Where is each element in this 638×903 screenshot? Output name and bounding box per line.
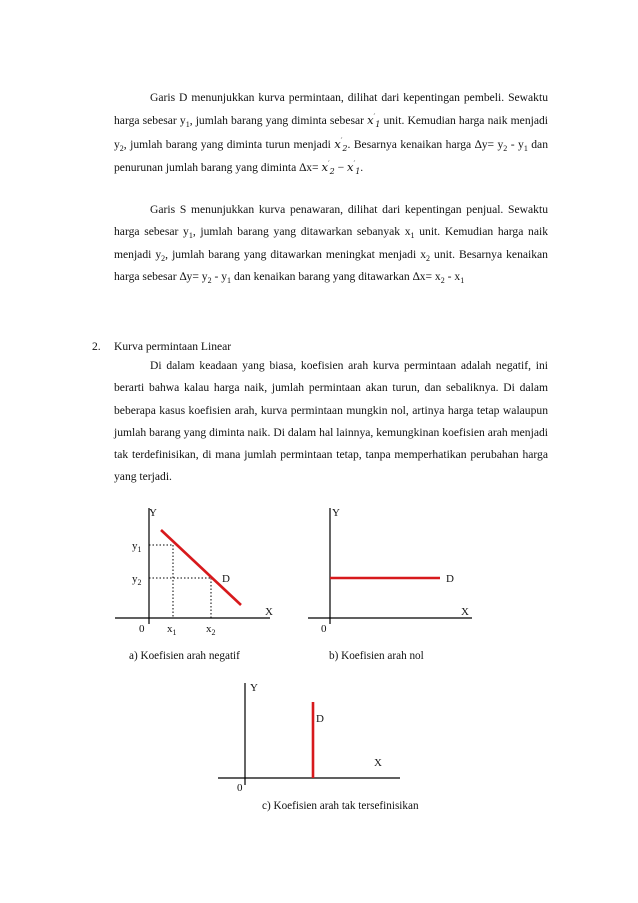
subscript: 1 (410, 231, 415, 241)
text-run: - y (507, 137, 524, 151)
subscript: 1 (523, 143, 528, 153)
subscript: 1 (227, 275, 232, 285)
subscript: 1 (185, 120, 190, 130)
origin-label: 0 (237, 782, 243, 794)
subscript: 2 (503, 143, 508, 153)
subscript: 1 (460, 275, 465, 285)
text-run: , jumlah barang yang diminta turun menjadi (123, 137, 335, 151)
text-run: dan kenaikan barang yang ditawarkan ∆x= x (231, 269, 441, 283)
math-x1-prime: $x'_1$ (347, 159, 361, 176)
x-axis-label: X (265, 606, 273, 618)
section-number: 2. (92, 340, 101, 353)
x-axis-label: X (461, 606, 469, 618)
text-run: Di dalam keadaan yang biasa, koefisien arah kurva permintaan adalah negatif, ini berarti bahwa kalau harga naik, jumlah permintaan akan turun, dan sebaliknya. Di dalam beberapa kasus koefisien arah, kurva permintaan mungkin nol, artinya harga tetap walaupun jumlah barang yang diminta naik. Di dalam hal lainnya, kemungkinan koefisien arah menjadi tak terdefinisikan, di mana jumlah permintaan tetap, tanpa memperhatikan perubahan harga yang terjadi. (114, 359, 548, 484)
text-run: , jumlah barang yang ditawarkan sebanyak x (192, 225, 411, 239)
section-title: Kurva permintaan Linear (114, 340, 232, 353)
caption-figure-b: b) Koefisien arah nol (329, 650, 424, 662)
paragraph-linear-demand (114, 355, 548, 489)
subscript: 2 (440, 275, 445, 285)
text-run: , jumlah barang yang ditawarkan meningkat menjadi x (165, 247, 427, 261)
text-run: - x (444, 269, 461, 283)
y-axis-label: Y (332, 507, 340, 519)
figure-undefined-slope (210, 675, 410, 800)
subscript: 2 (161, 253, 166, 263)
text-run: - y (211, 269, 228, 283)
paragraph-demand-explanation (114, 87, 548, 179)
text-run: Garis S menunjukkan kurva penawaran, dilihat dari kepentingan penjual. Sewaktu harga sebesar y (114, 203, 548, 239)
curve-label-d: D (222, 573, 230, 585)
math-x2-prime: $x'_2$ (334, 136, 348, 153)
caption-figure-a: a) Koefisien arah negatif (129, 650, 240, 662)
math-x1-prime: $x'_1$ (367, 113, 381, 130)
text-run: unit. Kemudian harga naik menjadi y (114, 114, 548, 151)
subscript: 2 (207, 275, 212, 285)
y-axis-label: Y (149, 507, 157, 519)
origin-label: 0 (139, 623, 145, 635)
text-run: unit. Kemudian harga naik menjadi y (114, 225, 549, 261)
figure-negative-slope (110, 500, 290, 640)
text-run: . Besarnya kenaikan harga ∆y= y (347, 137, 504, 151)
figure-b-svg (300, 500, 480, 640)
text-run: . (360, 160, 364, 174)
subscript: 1 (188, 231, 193, 241)
math-x2-prime: $x'_2$ (321, 159, 335, 176)
caption-figure-c: c) Koefisien arah tak tersefinisikan (262, 800, 419, 812)
curve-label-d: D (446, 573, 454, 585)
x2-label: $x_2$ (206, 623, 216, 637)
figure-a-svg (110, 500, 290, 640)
paragraph-supply-explanation (114, 199, 548, 288)
text-run: − (334, 160, 348, 174)
subscript: 2 (119, 143, 124, 153)
x-axis-label: X (374, 757, 382, 769)
subscript: 2 (426, 253, 431, 263)
text-run: , jumlah barang yang diminta sebesar (189, 114, 368, 128)
curve-label-d: D (316, 713, 324, 725)
origin-label: 0 (321, 623, 327, 635)
figure-zero-slope (300, 500, 480, 640)
y2-label: $y_2$ (132, 573, 142, 587)
text-run: Garis D menunjukkan kurva permintaan, dilihat dari kepentingan pembeli. Sewaktu harga sebesar y (114, 91, 548, 128)
figure-c-svg (210, 675, 410, 800)
y1-label: $y_1$ (132, 540, 142, 554)
y-axis-label: Y (250, 682, 258, 694)
text-run: unit. Besarnya kenaikan harga sebesar ∆y= y (114, 247, 548, 283)
x1-label: $x_1$ (167, 623, 177, 637)
text-run: dan penurunan jumlah barang yang diminta ∆x= (114, 137, 548, 174)
